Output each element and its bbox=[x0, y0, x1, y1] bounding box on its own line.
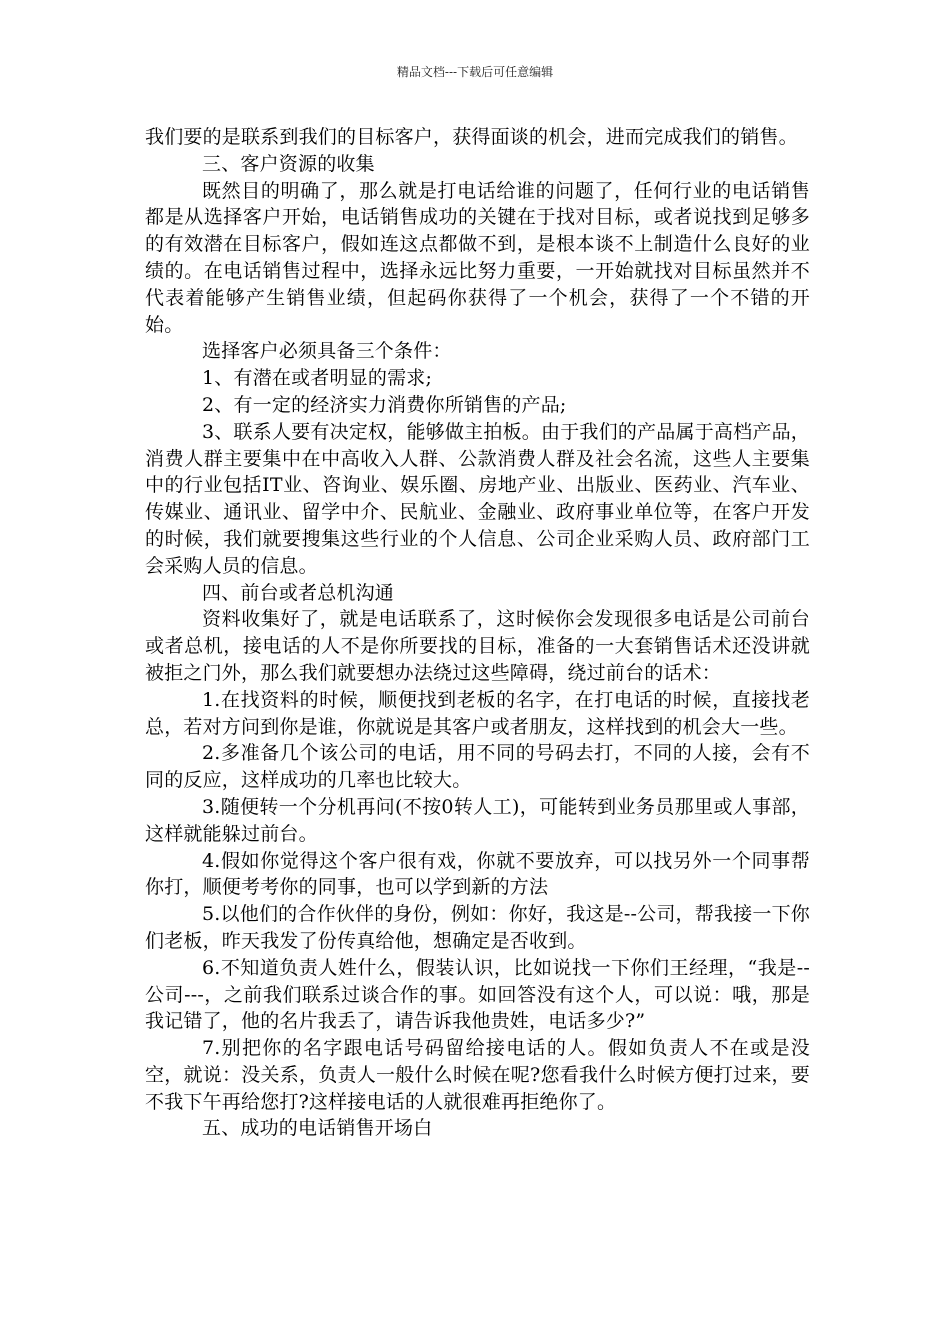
paragraph: 选择客户必须具备三个条件： bbox=[202, 340, 452, 363]
list-item: 6.不知道负责人姓什么，假装认识，比如说找一下你们王经理，“我是--公司---，之前我们联系过谈合作的事。如回答没有这个人，可以说：哦，那是我记错了，他的名片我丢了，请告诉我他贵姓，电话多少?” bbox=[145, 956, 810, 1033]
list-item: 2、有一定的经济实力消费你所销售的产品; bbox=[202, 393, 567, 416]
document-body bbox=[145, 124, 810, 1142]
list-item: 3、联系人要有决定权，能够做主拍板。由于我们的产品属于高档产品，消费人群主要集中在中高收入人群、公款消费人群及社会名流，这些人主要集中的行业包括IT业、咨询业、娱乐圈、房地产业、出版业、医药业、汽车业、传媒业、通讯业、留学中介、民航业、金融业、政府事业单位等，在客户开发的时候，我们就要搜集这些行业的个人信息、公司企业采购人员、政府部门工会采购人员的信息。 bbox=[145, 420, 810, 577]
page-header: 精品文档---下载后可任意编辑 bbox=[396, 65, 554, 79]
paragraph: 资料收集好了，就是电话联系了，这时候你会发现很多电话是公司前台或者总机，接电话的人不是你所要找的目标，准备的一大套销售话术还没讲就被拒之门外，那么我们就要想办法绕过这些障碍，绕过前台的话术： bbox=[145, 608, 810, 684]
list-item: 1、有潜在或者明显的需求; bbox=[202, 367, 433, 390]
list-item: 5.以他们的合作伙伴的身份，例如：你好，我这是--公司，帮我接一下你们老板，昨天我发了份传真给他，想确定是否收到。 bbox=[145, 903, 810, 952]
section-heading: 三、客户资源的收集 bbox=[202, 152, 375, 175]
section-heading: 四、前台或者总机沟通 bbox=[202, 581, 395, 604]
list-item: 4.假如你觉得这个客户很有戏，你就不要放弃，可以找另外一个同事帮你打，顺便考考你的同事，也可以学到新的方法 bbox=[145, 849, 810, 899]
list-item: 2.多准备几个该公司的电话，用不同的号码去打，不同的人接，会有不同的反应，这样成功的几率也比较大。 bbox=[145, 742, 810, 792]
list-item: 1.在找资料的时候，顺便找到老板的名字，在打电话的时候，直接找老总，若对方问到你是谁，你就说是其客户或者朋友，这样找到的机会大一些。 bbox=[145, 688, 810, 738]
paragraph: 我们要的是联系到我们的目标客户，获得面谈的机会，进而完成我们的销售。 bbox=[145, 126, 798, 148]
list-item: 7.别把你的名字跟电话号码留给接电话的人。假如负责人不在或是没空，就说：没关系，负责人一般什么时候在呢?您看我什么时候方便打过来，要不我下午再给您打?这样接电话的人就很难再拒绝你了。 bbox=[145, 1037, 810, 1113]
section-heading: 五、成功的电话销售开场白 bbox=[202, 1117, 433, 1140]
list-item: 3.随便转一个分机再问(不按0转人工)，可能转到业务员那里或人事部，这样就能躲过前台。 bbox=[145, 795, 810, 845]
paragraph: 既然目的明确了，那么就是打电话给谁的问题了，任何行业的电话销售都是从选择客户开始，电话销售成功的关键在于找对目标，或者说找到足够多的有效潜在目标客户，假如连这点都做不到，是根本谈不上制造什么良好的业绩的。在电话销售过程中，选择永远比努力重要，一开始就找对目标虽然并不代表着能够产生销售业绩，但起码你获得了一个机会，获得了一个不错的开始。 bbox=[145, 179, 810, 336]
